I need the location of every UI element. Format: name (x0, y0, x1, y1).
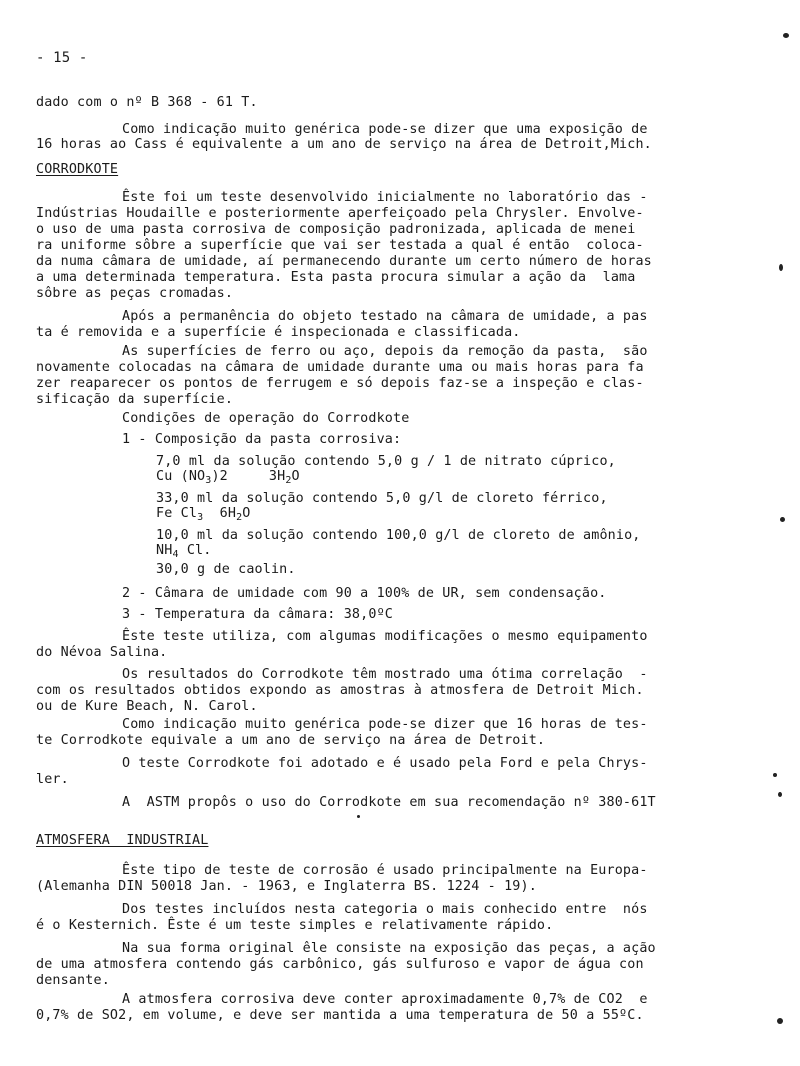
paragraph-line: novamente colocadas na câmara de umidade durante uma ou mais horas para fa (36, 360, 644, 375)
paragraph-line: ta é removida e a superfície é inspecionada e classificada. (36, 325, 521, 340)
paragraph-line: Após a permanência do objeto testado na câmara de umidade, a pas (122, 309, 648, 324)
paragraph-line: de uma atmosfera contendo gás carbônico, gás sulfuroso e vapor de água con (36, 957, 644, 972)
list-item-humidity: 2 - Câmara de umidade com 90 a 100% de UR, sem condensação. (122, 586, 607, 601)
paragraph-line: o uso de uma pasta corrosiva de composição padronizada, aplicada de menei (36, 222, 636, 237)
paragraph-line: Dos testes incluídos nesta categoria o mais conhecido entre nós (122, 902, 648, 917)
paragraph-line: sôbre as peças cromadas. (36, 286, 234, 301)
list-item-composition: 1 - Composição da pasta corrosiva: (122, 432, 402, 447)
paragraph-line: Os resultados do Corrodkote têm mostrado uma ótima correlação - (122, 667, 648, 682)
paragraph-line: ler. (36, 772, 69, 787)
scan-speck (780, 517, 785, 522)
conditions-title: Condições de operação do Corrodkote (122, 411, 410, 426)
paragraph-line: ou de Kure Beach, N. Carol. (36, 699, 258, 714)
paragraph-line: densante. (36, 973, 110, 988)
paragraph-line: Como indicação muito genérica pode-se dizer que 16 horas de tes- (122, 717, 648, 732)
scan-speck (777, 1018, 783, 1024)
paragraph-line: zer reaparecer os pontos de ferrugem e só depois faz-se a inspeção e clas- (36, 376, 644, 391)
composition-line: 33,0 ml da solução contendo 5,0 g/l de cloreto férrico, (156, 491, 608, 506)
paragraph-line: ra uniforme sôbre a superfície que vai ser testada a qual é então coloca- (36, 238, 644, 253)
scan-speck (783, 33, 789, 38)
intro-paragraph-line: 16 horas ao Cass é equivalente a um ano de serviço na área de Detroit,Mich. (36, 137, 652, 152)
paragraph-line: a uma determinada temperatura. Esta pasta procura simular a ação da lama (36, 270, 636, 285)
scan-speck (779, 264, 783, 271)
paragraph-line: Indústrias Houdaille e posteriormente aperfeiçoado pela Chrysler. Envolve- (36, 206, 644, 221)
paragraph-line: A atmosfera corrosiva deve conter aproximadamente 0,7% de CO2 e (122, 992, 648, 1007)
scan-speck (778, 792, 782, 797)
paragraph-line: O teste Corrodkote foi adotado e é usado pela Ford e pela Chrys- (122, 756, 648, 771)
paragraph-line: te Corrodkote equivale a um ano de serviço na área de Detroit. (36, 733, 546, 748)
chemical-formula: Fe $Cl_3$ $6H_2O$ (156, 506, 251, 523)
intro-paragraph-line: Como indicação muito genérica pode-se dizer que uma exposição de (122, 122, 648, 137)
composition-line: 10,0 ml da solução contendo 100,0 g/l de cloreto de amônio, (156, 528, 641, 543)
chemical-formula: $NH_4$ Cl. (156, 543, 212, 560)
paragraph-line: (Alemanha DIN 50018 Jan. - 1963, e Inglaterra BS. 1224 - 19). (36, 879, 537, 894)
composition-line: 30,0 g de caolin. (156, 562, 296, 577)
composition-line: 7,0 ml da solução contendo 5,0 g / 1 de nitrato cúprico, (156, 454, 616, 469)
paragraph-line: A ASTM propôs o uso do Corrodkote em sua recomendação nº 380-61T (122, 795, 656, 810)
paragraph-line: Êste foi um teste desenvolvido inicialmente no laboratório das - (122, 190, 648, 205)
paragraph-line: do Névoa Salina. (36, 645, 168, 660)
intro-line: dado com o nº B 368 - 61 T. (36, 95, 258, 110)
scan-speck (773, 773, 777, 777)
section-heading-atmosfera-industrial: ATMOSFERA INDUSTRIAL (36, 833, 209, 848)
paragraph-line: Êste tipo de teste de corrosão é usado principalmente na Europa- (122, 863, 648, 878)
paragraph-line: Êste teste utiliza, com algumas modificações o mesmo equipamento (122, 629, 648, 644)
paragraph-line: com os resultados obtidos expondo as amostras à atmosfera de Detroit Mich. (36, 683, 644, 698)
list-item-temperature: 3 - Temperatura da câmara: 38,0ºC (122, 607, 393, 622)
paragraph-line: é o Kesternich. Êste é um teste simples e relativamente rápido. (36, 918, 554, 933)
paragraph-line: sificação da superfície. (36, 392, 234, 407)
section-heading-corrodkote: CORRODKOTE (36, 162, 119, 177)
scan-speck (357, 815, 360, 818)
paragraph-line: 0,7% de SO2, em volume, e deve ser mantida a uma temperatura de 50 a 55ºC. (36, 1008, 644, 1023)
paragraph-line: Na sua forma original êle consiste na exposição das peças, a ação (122, 941, 656, 956)
page-number: - 15 - (36, 50, 88, 66)
paragraph-line: As superfícies de ferro ou aço, depois da remoção da pasta, são (122, 344, 648, 359)
paragraph-line: da numa câmara de umidade, aí permanecendo durante um certo número de horas (36, 254, 652, 269)
chemical-formula: Cu $(NO_3)2$ $3H_2O$ (156, 469, 300, 486)
